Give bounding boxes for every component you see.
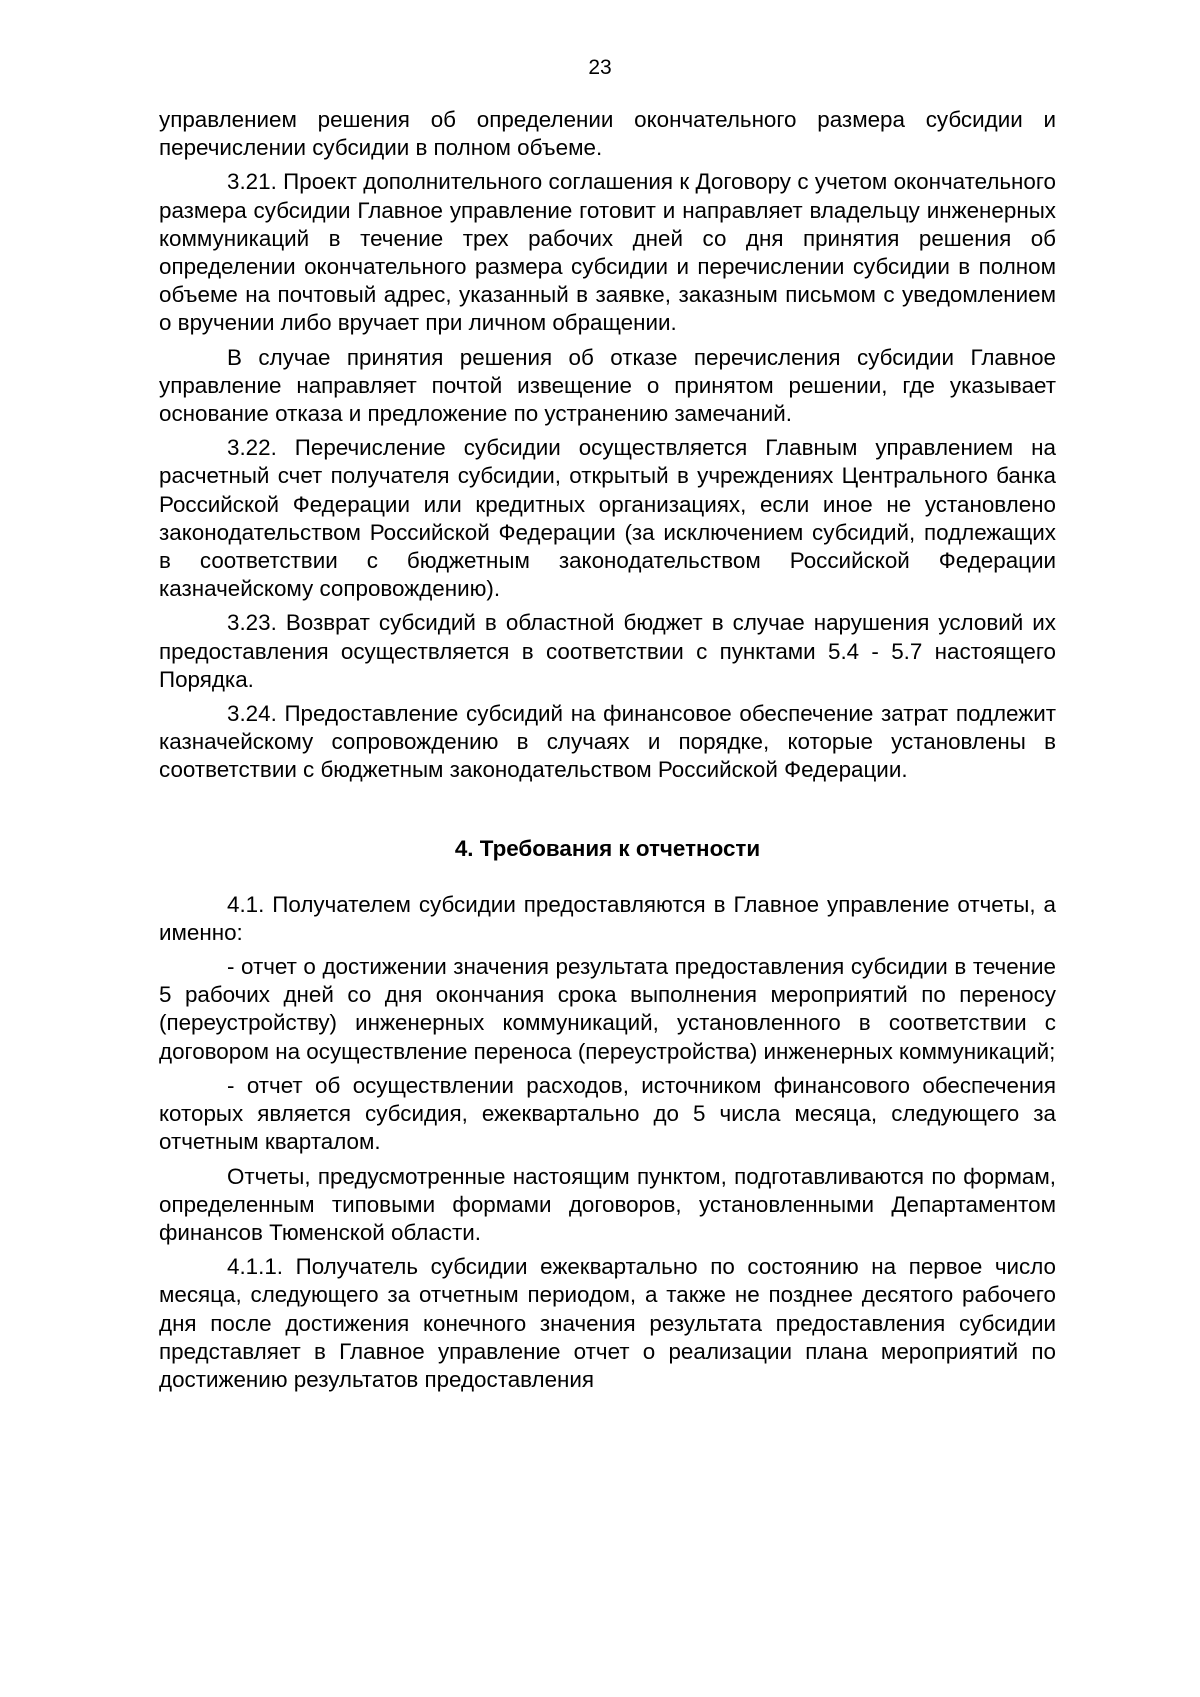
paragraph-3-22: 3.22. Перечисление субсидии осуществляется Главным управлением на расчетный счет получателя субсидии, открытый в учреждениях Центрального банка Российской Федерации или кредитных организациях, если иное не установлено законодательством Российской Федерации (за исключением субсидий, подлежащих в соответствии с бюджетным законодательством Российской Федерации казначейскому сопровождению). <box>159 435 1056 602</box>
paragraph-4-1: 4.1. Получателем субсидии предоставляются в Главное управление отчеты, а именно: <box>159 891 1056 945</box>
paragraph-report-forms: Отчеты, предусмотренные настоящим пунктом, подготавливаются по формам, определенным типовыми формами договоров, установленными Департаментом финансов Тюменской области. <box>159 1163 1056 1245</box>
paragraph-continuation: управлением решения об определении окончательного размера субсидии и перечислении субсидии в полном объеме. <box>159 107 1056 161</box>
paragraph-3-21: 3.21. Проект дополнительного соглашения к Договору с учетом окончательного размера субсидии Главное управление готовит и направляет владельцу инженерных коммуникаций в течение трех рабочих дней со дня принятия решения об определении окончательного размера субсидии и перечислении субсидии в полном объеме на почтовый адрес, указанный в заявке, заказным письмом с уведомлением о вручении либо вручает при личном обращении. <box>159 169 1056 336</box>
paragraph-4-1-1: 4.1.1. Получатель субсидии ежеквартально по состоянию на первое число месяца, следующего за отчетным периодом, а также не позднее десятого рабочего дня после достижения конечного значения результата предоставления субсидии представляет в Главное управление отчет о реализации плана мероприятий по достижению результатов предоставления <box>159 1254 1056 1392</box>
section-heading: 4. Требования к отчетности <box>454 835 761 861</box>
paragraph-refusal: В случае принятия решения об отказе перечисления субсидии Главное управление направляет почтой извещение о принятом решении, где указывает основание отказа и предложение по устранению замечаний. <box>159 344 1056 427</box>
paragraph-3-24: 3.24. Предоставление субсидий на финансовое обеспечение затрат подлежит казначейскому сопровождению в случаях и порядке, которые установлены в соответствии с бюджетным законодательством Российской Федерации. <box>159 701 1056 783</box>
page-number: 23 <box>588 56 612 79</box>
list-item-result-report: - отчет о достижении значения результата предоставления субсидии в течение 5 рабочих дней со дня окончания срока выполнения мероприятий по переносу (переустройству) инженерных коммуникаций, установленного в соответствии с договором на осуществление переноса (переустройства) инженерных коммуникаций; <box>159 954 1056 1064</box>
document-body <box>159 106 1056 1400</box>
paragraph-3-23: 3.23. Возврат субсидий в областной бюджет в случае нарушения условий их предоставления осуществляется в соответствии с пунктами 5.4 - 5.7 настоящего Порядка. <box>159 610 1056 692</box>
list-item-expense-report: - отчет об осуществлении расходов, источником финансового обеспечения которых является субсидия, ежеквартально до 5 числа месяца, следующего за отчетным кварталом. <box>159 1072 1056 1155</box>
